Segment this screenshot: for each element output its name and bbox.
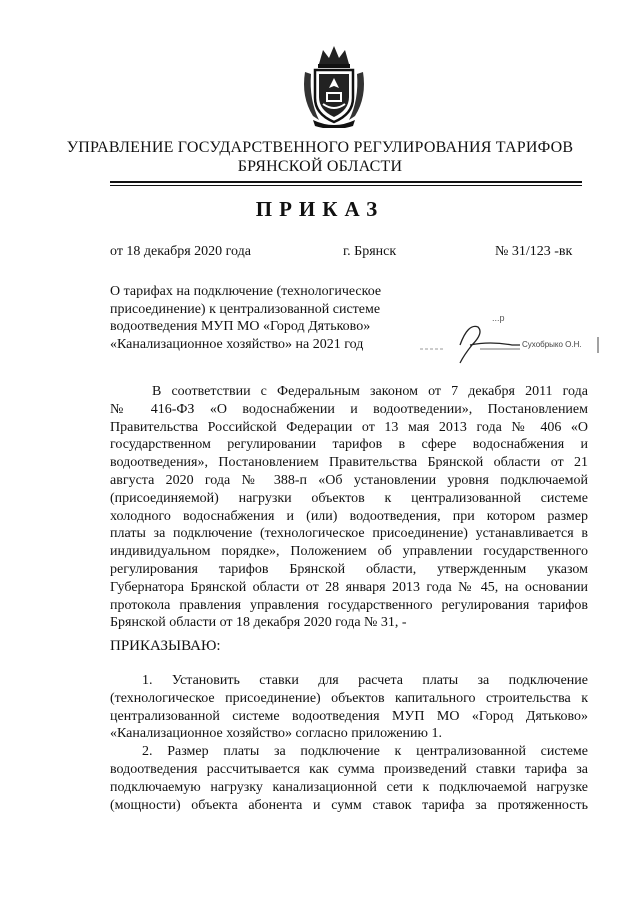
text-line: Правительства Российской Федерации от 13 мая 2013 года № 406 «О xyxy=(110,419,588,435)
text-line: 1. Установить ставки для расчета платы за подключение xyxy=(142,673,588,688)
header-divider-thin xyxy=(110,185,582,186)
signature-note-name: Сухобрыко О.Н. xyxy=(522,340,582,349)
text-line: централизованной системе водоотведения МУП МО «Город Дятьково» xyxy=(110,708,588,724)
subject-line: присоединение) к централизованной системе xyxy=(110,301,381,317)
signature-note-top: ...р xyxy=(492,313,505,323)
text-line: индивидуальном порядке», Положением об управлении государственного xyxy=(110,544,588,560)
text-line: августа 2020 года № 388-п «Об установлении уровня подключаемой xyxy=(110,472,588,488)
text-line: (мощности) объекта абонента и сумм ставок тарифа за протяженность xyxy=(110,797,588,813)
text-line: платы за подключение (технологическое присоединение) устанавливается в xyxy=(110,526,588,542)
text-line: «Канализационное хозяйство» согласно приложению 1. xyxy=(110,726,442,742)
text-line: подключаемую нагрузку канализационной сети к подключаемой нагрузке xyxy=(110,779,588,795)
text-line: холодного водоснабжения и (или) водоотведения, при котором размер xyxy=(110,508,588,524)
subject-line: О тарифах на подключение (технологическое xyxy=(110,284,382,299)
text-line: № 416-ФЗ «О водоснабжении и водоотведении», Постановлением xyxy=(110,401,588,417)
text-line: В соответствии с Федеральным законом от 7 декабря 2011 года xyxy=(152,384,588,399)
order-items xyxy=(110,672,588,814)
coat-of-arms-icon xyxy=(299,42,369,128)
text-line: регулирования тарифов Брянской области, утвержденным указом xyxy=(110,561,588,577)
text-line: водоотведения», Постановлением Правительства Брянской области от 21 xyxy=(110,455,588,471)
subject-line: «Канализационное хозяйство» на 2021 год xyxy=(110,336,364,352)
text-line: (присоединяемой) нагрузки объектов к централизованной системе xyxy=(110,490,588,506)
document-date: от 18 декабря 2020 года xyxy=(110,244,251,259)
preamble-paragraph xyxy=(110,383,588,632)
text-line: Брянской области от 18 декабря 2020 года № 31, - xyxy=(110,615,407,631)
order-word: ПРИКАЗЫВАЮ: xyxy=(110,638,221,654)
organization-name-line2: БРЯНСКОЙ ОБЛАСТИ xyxy=(237,158,403,175)
text-line: государственном регулировании тарифов в сфере водоснабжения и xyxy=(110,437,588,453)
text-line: (технологическое присоединение) объектов капитального строительства к xyxy=(110,690,588,706)
organization-name-line1: УПРАВЛЕНИЕ ГОСУДАРСТВЕННОГО РЕГУЛИРОВАНИЯ ТАРИФОВ xyxy=(66,139,574,156)
text-line: 2. Размер платы за подключение к централизованной системе xyxy=(142,744,588,760)
document-number: № 31/123 -вк xyxy=(495,244,573,259)
text-line: водоотведения рассчитывается как сумма произведений ставки тарифа за xyxy=(110,761,588,777)
subject-line: водоотведения МУП МО «Город Дятьково» xyxy=(110,319,371,334)
document-subject xyxy=(110,283,400,353)
document-city: г. Брянск xyxy=(343,244,397,259)
text-line: протокола правления управления государственного регулирования тарифов xyxy=(110,597,588,613)
header-divider-thick xyxy=(110,181,582,183)
document-title: ПРИКАЗ xyxy=(255,197,385,221)
text-line: Губернатора Брянской области от 28 января 2013 года № 45, на основании xyxy=(110,579,588,595)
handwritten-signature xyxy=(420,305,610,365)
